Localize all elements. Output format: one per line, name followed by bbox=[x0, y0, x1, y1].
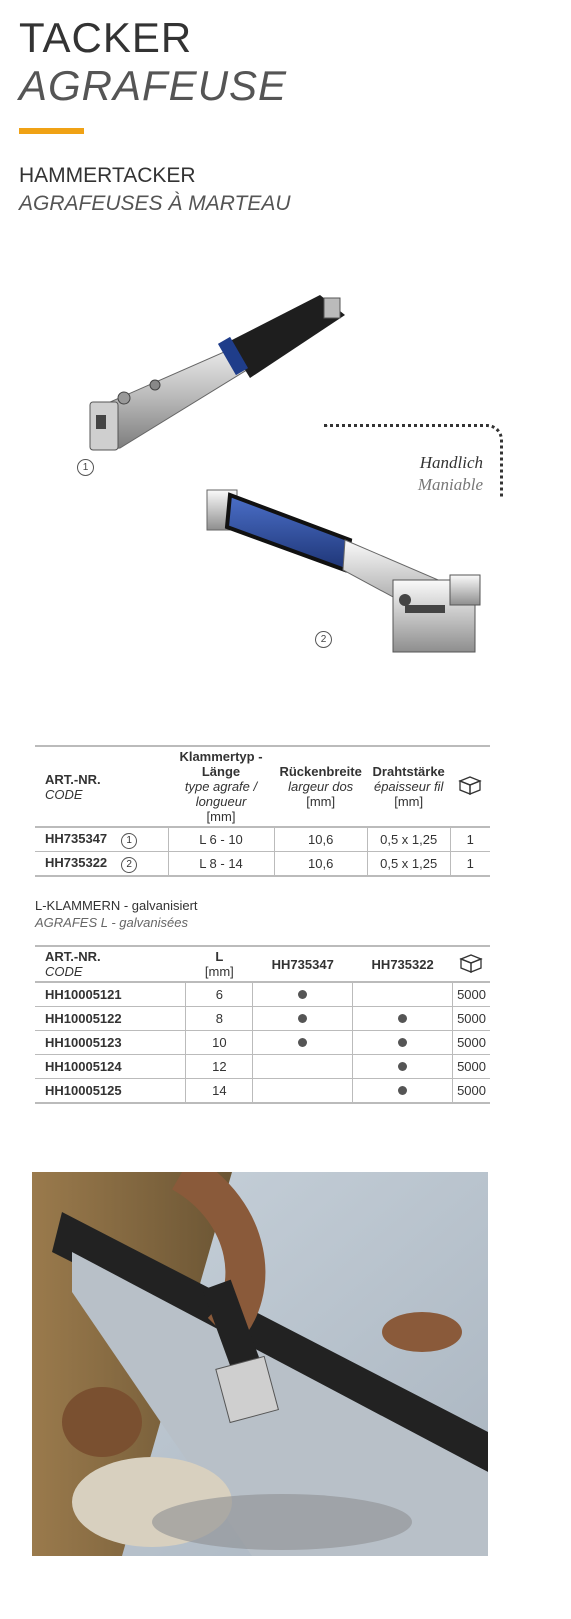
length-cell: 6 bbox=[186, 982, 253, 1007]
table-row bbox=[35, 1079, 490, 1104]
tacker-table bbox=[35, 745, 490, 877]
table-row bbox=[35, 827, 490, 852]
code-cell: HH10005124 bbox=[45, 1059, 122, 1074]
qty-cell: 5000 bbox=[453, 1079, 490, 1104]
code-cell: HH10005121 bbox=[45, 987, 122, 1002]
compatible-dot-icon bbox=[398, 1086, 407, 1095]
col-type-label-fr: type agrafe / longueur bbox=[184, 779, 258, 809]
table-row bbox=[35, 852, 490, 877]
col-code bbox=[35, 946, 186, 982]
section-title-fr: AGRAFEUSES À MARTEAU bbox=[19, 192, 291, 215]
col-wire-label: Drahtstärke bbox=[372, 764, 445, 779]
compat-hh735322-cell bbox=[353, 982, 453, 1007]
col-back bbox=[274, 746, 367, 827]
compat-hh735322-cell bbox=[353, 1031, 453, 1055]
staples-table bbox=[35, 945, 490, 1104]
wire-cell: 0,5 x 1,25 bbox=[367, 852, 450, 877]
col-wire-label-fr: épaisseur fil bbox=[373, 779, 444, 794]
col-type-label: Klammertyp - Länge bbox=[179, 749, 263, 779]
code-cell bbox=[35, 852, 168, 877]
qty-cell: 1 bbox=[450, 827, 490, 852]
qty-cell: 5000 bbox=[453, 1007, 490, 1031]
col-code bbox=[35, 746, 168, 827]
col-length-unit: [mm] bbox=[204, 964, 234, 979]
table-header-row bbox=[35, 746, 490, 827]
box-icon bbox=[458, 952, 484, 974]
table-row bbox=[35, 1055, 490, 1079]
compat-hh735322-cell bbox=[353, 1007, 453, 1031]
qty-cell: 5000 bbox=[453, 1031, 490, 1055]
col-hh735322: HH735322 bbox=[371, 956, 434, 972]
col-back-unit: [mm] bbox=[306, 794, 336, 809]
col-back-label-fr: largeur dos bbox=[288, 779, 354, 794]
callout-text: Handlich bbox=[419, 453, 483, 472]
page-title: TACKER bbox=[19, 14, 193, 61]
length-cell: 8 bbox=[186, 1007, 253, 1031]
table-row bbox=[35, 1007, 490, 1031]
page-title-fr: AGRAFEUSE bbox=[19, 62, 288, 109]
compat-hh735347-cell bbox=[253, 982, 353, 1007]
table-row bbox=[35, 982, 490, 1007]
col-code-label: ART.-NR. bbox=[45, 949, 101, 964]
code-cell: HH10005122 bbox=[45, 1011, 122, 1026]
col-qty bbox=[450, 746, 490, 827]
compat-hh735322-cell bbox=[353, 1055, 453, 1079]
compat-hh735322-cell bbox=[353, 1079, 453, 1104]
col-type bbox=[168, 746, 274, 827]
image-number-2: 2 bbox=[315, 631, 332, 648]
compatible-dot-icon bbox=[298, 990, 307, 999]
staples-section-title-fr: AGRAFES L - galvanisées bbox=[35, 915, 188, 930]
compat-hh735347-cell bbox=[253, 1079, 353, 1104]
col-qty bbox=[453, 946, 490, 982]
callout-text-fr: Maniable bbox=[417, 475, 483, 494]
compat-hh735347-cell bbox=[253, 1007, 353, 1031]
compatible-dot-icon bbox=[398, 1062, 407, 1071]
compatible-dot-icon bbox=[298, 1014, 307, 1023]
compat-hh735347-cell bbox=[253, 1031, 353, 1055]
col-wire-unit: [mm] bbox=[394, 794, 424, 809]
staples-section-title: L-KLAMMERN - galvanisiert bbox=[35, 898, 198, 913]
image-number-1: 1 bbox=[77, 459, 94, 476]
code-cell bbox=[35, 827, 168, 852]
col-length bbox=[186, 946, 253, 982]
col-code-label-fr: CODE bbox=[45, 786, 83, 802]
wire-cell: 0,5 x 1,25 bbox=[367, 827, 450, 852]
col-type-unit: [mm] bbox=[206, 809, 236, 824]
image-ref-number: 1 bbox=[121, 833, 137, 849]
box-icon bbox=[457, 774, 483, 796]
accent-bar bbox=[19, 128, 84, 134]
compatible-dot-icon bbox=[398, 1038, 407, 1047]
length-cell: 10 bbox=[186, 1031, 253, 1055]
qty-cell: 5000 bbox=[453, 982, 490, 1007]
qty-cell: 5000 bbox=[453, 1055, 490, 1079]
qty-cell: 1 bbox=[450, 852, 490, 877]
compat-hh735347-cell bbox=[253, 1055, 353, 1079]
col-code-label-fr: CODE bbox=[45, 964, 83, 979]
hammer-tacker-2-image bbox=[195, 485, 495, 685]
code-cell: HH10005123 bbox=[45, 1035, 122, 1050]
col-length-label: L bbox=[215, 949, 224, 964]
col-hh735347: HH735347 bbox=[271, 956, 334, 972]
compatible-dot-icon bbox=[298, 1038, 307, 1047]
section-title: HAMMERTACKER bbox=[19, 164, 196, 187]
length-cell: 14 bbox=[186, 1079, 253, 1104]
back-cell: 10,6 bbox=[274, 827, 367, 852]
type-cell: L 6 - 10 bbox=[168, 827, 274, 852]
compatible-dot-icon bbox=[398, 1014, 407, 1023]
table-row bbox=[35, 1031, 490, 1055]
length-cell: 12 bbox=[186, 1055, 253, 1079]
col-back-label: Rückenbreite bbox=[279, 764, 362, 779]
col-wire bbox=[367, 746, 450, 827]
usage-photo bbox=[32, 1172, 488, 1556]
code-value: HH735347 bbox=[45, 830, 108, 846]
code-cell: HH10005125 bbox=[45, 1083, 122, 1098]
type-cell: L 8 - 14 bbox=[168, 852, 274, 877]
table-header-row bbox=[35, 946, 490, 982]
col-code-label: ART.-NR. bbox=[45, 771, 101, 787]
code-value: HH735322 bbox=[45, 854, 108, 870]
back-cell: 10,6 bbox=[274, 852, 367, 877]
image-ref-number: 2 bbox=[121, 857, 137, 873]
